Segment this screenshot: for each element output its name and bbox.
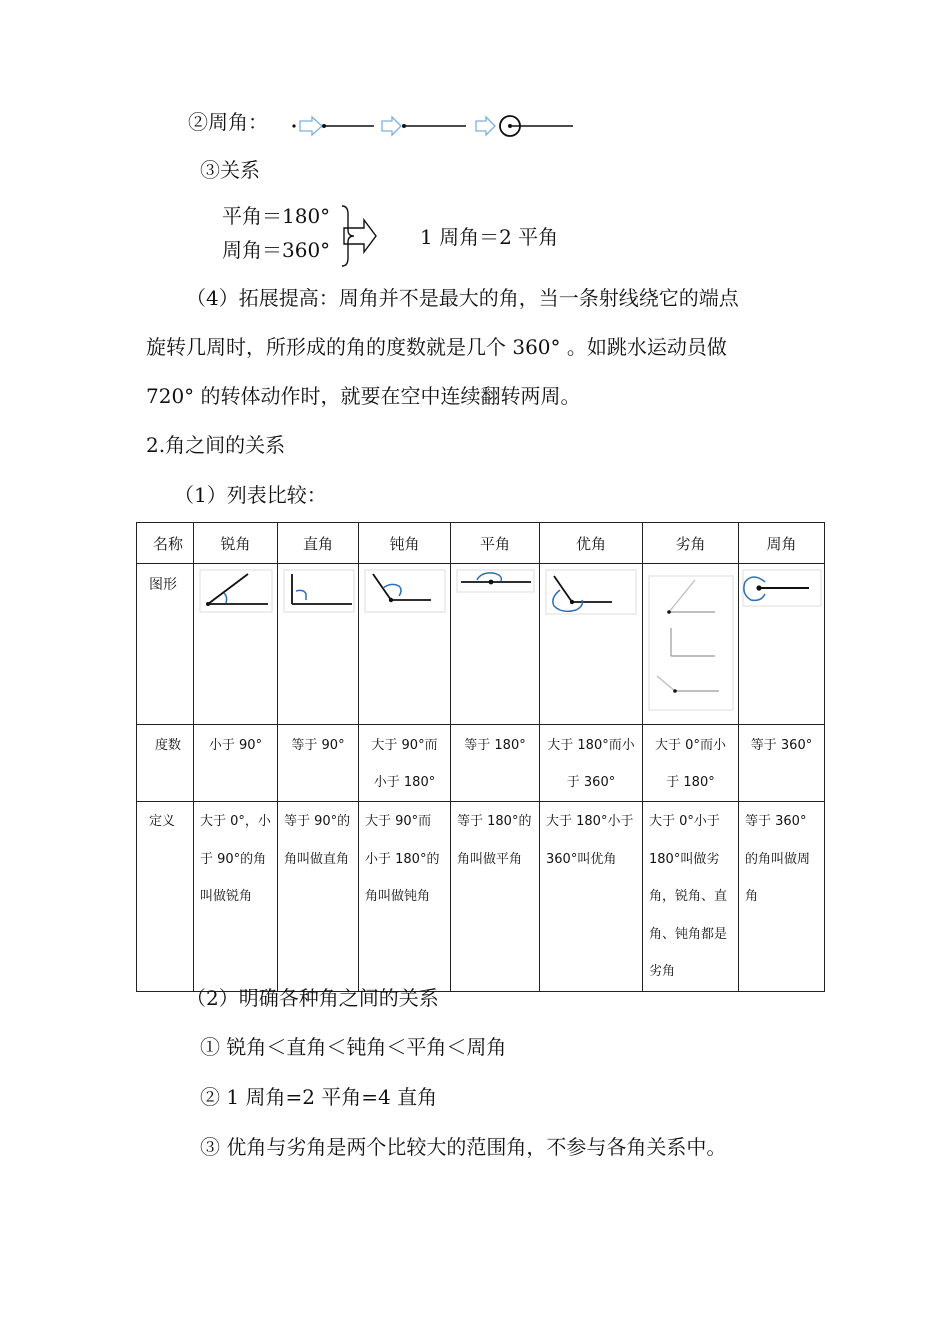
result-equation: 1 周角＝2 平角: [420, 225, 559, 249]
degree-obtuse: 大于 90°而小于 180°: [359, 725, 451, 802]
arrow-icon: [300, 117, 322, 135]
definition-reflex: 大于 180°小于 360°叫优角: [540, 802, 643, 992]
table-figure-row: [137, 564, 825, 725]
row-label-degree: 度数: [137, 725, 194, 802]
row-label-figure: 图形: [137, 564, 194, 725]
definition-right: 等于 90°的角叫做直角: [278, 802, 359, 992]
col-name-inferior: 劣角: [643, 523, 739, 564]
col-name-straight: 平角: [451, 523, 540, 564]
full-angle-rotation-diagram: [288, 112, 578, 140]
figure-straight: [451, 564, 540, 725]
col-name-acute: 锐角: [194, 523, 278, 564]
definition-straight: 等于 180°的角叫做平角: [451, 802, 540, 992]
pingjiao-equation: 平角＝180°: [222, 204, 331, 228]
relation-label: ③关系: [200, 158, 260, 182]
definition-obtuse: 大于 90°而小于 180°的角叫做钝角: [359, 802, 451, 992]
table-definition-row: [137, 802, 825, 992]
subheading-table: （1）列表比较：: [174, 483, 327, 507]
degree-right: 等于 90°: [278, 725, 359, 802]
degree-reflex: 大于 180°而小于 360°: [540, 725, 643, 802]
zhoujiao-equation: 周角＝360°: [222, 238, 331, 262]
extend-line-1: （4）拓展提高：周角并不是最大的角，当一条射线绕它的端点: [186, 286, 739, 310]
brace-arrow-icon: [336, 204, 380, 268]
relation-3: ③ 优角与劣角是两个比较大的范围角，不参与各角关系中。: [200, 1135, 727, 1159]
table-degree-row: [137, 725, 825, 802]
figure-right: [278, 564, 359, 725]
arrow-icon: [382, 117, 401, 135]
col-name-reflex: 优角: [540, 523, 643, 564]
figure-inferior: [643, 564, 739, 725]
definition-inferior: 大于 0°小于 180°叫做劣角，锐角、直角、钝角都是劣角: [643, 802, 739, 992]
zhoujiao-label: ②周角：: [188, 110, 268, 134]
row-label-definition: 定义: [137, 802, 194, 992]
arrow-icon: [476, 117, 495, 135]
definition-acute: 大于 0°，小于 90°的角叫做锐角: [194, 802, 278, 992]
figure-obtuse: [359, 564, 451, 725]
subheading-relations: （2）明确各种角之间的关系: [186, 986, 439, 1010]
table-header-row: [137, 523, 825, 564]
figure-full: [739, 564, 825, 725]
definition-full: 等于 360°的角叫做周角: [739, 802, 825, 992]
angle-comparison-table: [136, 522, 825, 992]
relation-1: ① 锐角＜直角＜钝角＜平角＜周角: [200, 1035, 507, 1059]
extend-line-3: 720° 的转体动作时，就要在空中连续翻转两周。: [146, 384, 581, 408]
col-name-full: 周角: [739, 523, 825, 564]
degree-full: 等于 360°: [739, 725, 825, 802]
col-name-right: 直角: [278, 523, 359, 564]
degree-straight: 等于 180°: [451, 725, 540, 802]
row-label-name: 名称: [137, 523, 194, 564]
col-name-obtuse: 钝角: [359, 523, 451, 564]
degree-acute: 小于 90°: [194, 725, 278, 802]
figure-reflex: [540, 564, 643, 725]
section-heading: 2.角之间的关系: [146, 433, 286, 457]
relation-2: ② 1 周角=2 平角=4 直角: [200, 1085, 438, 1109]
figure-acute: [194, 564, 278, 725]
degree-inferior: 大于 0°而小于 180°: [643, 725, 739, 802]
extend-line-2: 旋转几周时，所形成的角的度数就是几个 360° 。如跳水运动员做: [146, 335, 727, 359]
